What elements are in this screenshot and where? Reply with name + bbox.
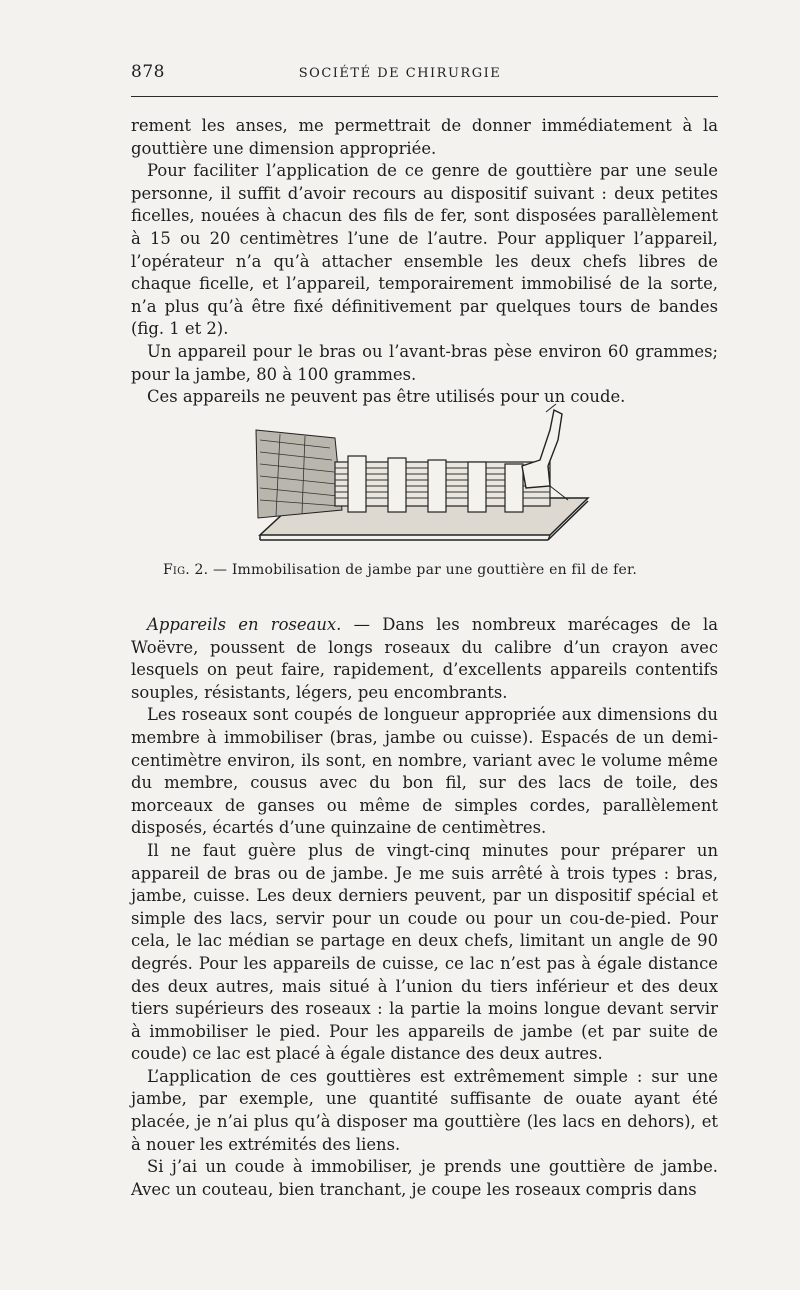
paragraph: rement les anses, me permettrait de donner immédiatement à la gouttière une dimension appropriée.	[131, 116, 718, 158]
header-rule	[131, 96, 718, 97]
paragraph: Il ne faut guère plus de vingt-cinq minutes pour préparer un appareil de bras ou de jambe. Je me suis arrêté à trois types : bras, jambe, cuisse. Les deux derniers peuvent, par un dispositif spécial et simple des lacs, servir pour un coude ou pour un cou-de-pied. Pour cela, le lac médian se partage en deux chefs, limitant un angle de 90 degrés. Pour les appareils de cuisse, ce lac n’est pas à égale distance des deux autres, mais situé à l’union du tiers inférieur et des deux tiers supérieurs des roseaux : la partie la moins longue devant servir à immobiliser le pied. Pour les appareils de jambe (et par suite de coude) ce lac est placé à égale distance des deux autres.	[131, 840, 718, 1064]
section-intro: — Dans les nombreux marécages de la Woëvre, poussent de longs roseaux du calibre d’un crayon avec lesquels on peut faire, rapidement, d’excellents appareils contentifs souples, résistants, légers, peu encombrants.	[131, 615, 718, 702]
paragraph: Pour faciliter l’application de ce genre de gouttière par une seule personne, il suffit d’avoir recours au dispositif suivant : deux petites ficelles, nouées à chacun des fils de fer, sont disposées parallèlement à 15 ou 20 centimètres l’une de l’autre. Pour appliquer l’appareil, l’opérateur n’a qu’à attacher ensemble les deux chefs libres de chaque ficelle, et l’appareil, temporairement immobilisé de la sorte, n’a plus qu’à être fixé définitivement par quelques tours de bandes (fig. 1 et 2).	[131, 161, 718, 339]
paragraph: Un appareil pour le bras ou l’avant-bras pèse environ 60 grammes; pour la jambe, 80 à 100 grammes.	[131, 341, 718, 384]
paragraph: Les roseaux sont coupés de longueur appropriée aux dimensions du membre à immobiliser (bras, jambe ou cuisse). Espacés de un demi-centimètre environ, ils sont, en nombre, variant avec le volume même du membre, cousus avec du bon fil, sur des lacs de toile, des morceaux de ganses ou même de simples cordes, parallèlement disposés, écartés d’une quinzaine de centimètres.	[131, 705, 718, 838]
text-before-figure	[131, 115, 718, 409]
page-number: 878	[131, 62, 165, 82]
section-intro-paragraph	[131, 614, 718, 704]
text-after-figure	[131, 614, 718, 1201]
figure-label: Fig. 2.	[163, 562, 209, 578]
paragraph: Si j’ai un coude à immobiliser, je prends une gouttière de jambe. Avec un couteau, bien tranchant, je coupe les roseaux compris dans	[131, 1157, 718, 1199]
section-heading: Appareils en roseaux.	[147, 615, 342, 634]
paragraph: Ces appareils ne peuvent pas être utilisés pour un coude.	[147, 387, 626, 407]
paragraph: L’application de ces gouttières est extrêmement simple : sur une jambe, par exemple, une quantité suffisante de ouate ayant été placée, je n’ai plus qu’à disposer ma gouttière (les lacs en dehors), et à nouer les extrémités des liens.	[131, 1066, 718, 1154]
figure-caption-text: — Immobilisation de jambe par une gouttière en fil de fer.	[212, 562, 637, 578]
leg-splint-illustration	[250, 400, 590, 550]
running-title: SOCIÉTÉ DE CHIRURGIE	[298, 66, 502, 81]
figure-caption	[0, 562, 800, 578]
